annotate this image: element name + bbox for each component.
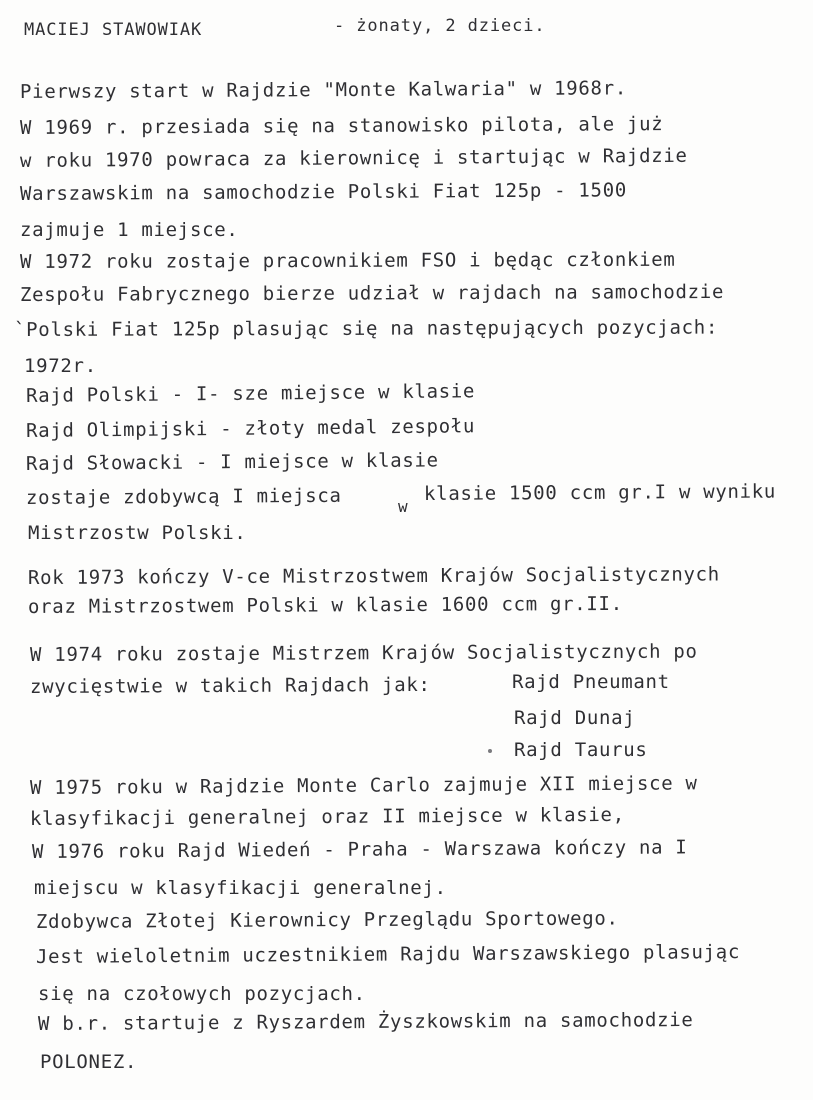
text-line: Rajd Taurus (514, 739, 648, 761)
header-name: MACIEJ STAWOWIAK (24, 20, 203, 40)
text-line: W 1976 roku Rajd Wiedeń - Praha - Warszawa kończy na I (31, 836, 688, 863)
text-line: 1972r. (24, 355, 97, 377)
text-line: Rajd Dunaj (514, 707, 636, 729)
text-line: POLONEZ. (40, 1051, 138, 1073)
ink-dot (488, 749, 492, 753)
text-line: się na czołowych pozycjach. (38, 983, 366, 1005)
header-status: - żonaty, 2 dzieci. (334, 16, 546, 36)
subscript-w: w (398, 497, 408, 516)
text-line: Rajd Słowacki - I miejsce w klasie (25, 449, 439, 475)
text-line: W 1972 roku zostaje pracownikiem FSO i będąc członkiem (19, 248, 676, 273)
text-line: W 1975 roku w Rajdzie Monte Carlo zajmuje XII miejsce w (29, 772, 698, 799)
text-line: Rajd Polski - I- sze miejsce w klasie (25, 380, 476, 407)
text-line: miejscu w klasyfikacji generalnej. (34, 877, 447, 899)
text-line: klasie 1500 ccm gr.I w wyniku (423, 480, 777, 505)
text-line: `Polski Fiat 125p plasując się na następujących pozycjach: (13, 316, 719, 341)
text-line: W 1969 r. przesiada się na stanowisko pilota, ale już (19, 113, 664, 139)
text-line: W 1974 roku zostaje Mistrzem Krajów Socjalistycznych po (29, 640, 698, 666)
text-line: Pierwszy start w Rajdzie "Monte Kalwaria" w 1968r. (19, 77, 628, 103)
text-line: zwycięstwie w takich Rajdach jak: (29, 673, 431, 698)
text-line: Mistrzostw Polski. (28, 522, 247, 544)
text-line: klasyfikacji generalnej oraz II miejsce w klasie, (29, 803, 625, 830)
text-line: w roku 1970 powraca za kierownicę i startując w Rajdzie (19, 144, 688, 172)
text-line: Rok 1973 kończy V-ce Mistrzostwem Krajów Socjalistycznych (27, 563, 720, 589)
text-line: oraz Mistrzostwem Polski w klasie 1600 ccm gr.II. (27, 592, 623, 618)
text-line: Jest wieloletnim uczestnikiem Rajdu Warszawskiego plasując (35, 941, 741, 968)
text-line: Rajd Olimpijski - złoty medal zespołu (25, 415, 476, 442)
text-line: Zdobywca Złotej Kierownicy Przeglądu Sportowego. (35, 907, 619, 933)
text-line: Rajd Pneumant (512, 671, 670, 693)
text-line: Warszawskim na samochodzie Polski Fiat 125p - 1500 (19, 179, 628, 205)
text-line: zajmuje 1 miejsce. (20, 219, 239, 241)
text-line: W b.r. startuje z Ryszardem Żyszkowskim na samochodzie (37, 1008, 694, 1035)
text-line: Zespołu Fabrycznego bierze udział w rajdach na samochodzie (19, 280, 725, 306)
text-line: zostaje zdobywcą I miejsca (25, 484, 342, 509)
